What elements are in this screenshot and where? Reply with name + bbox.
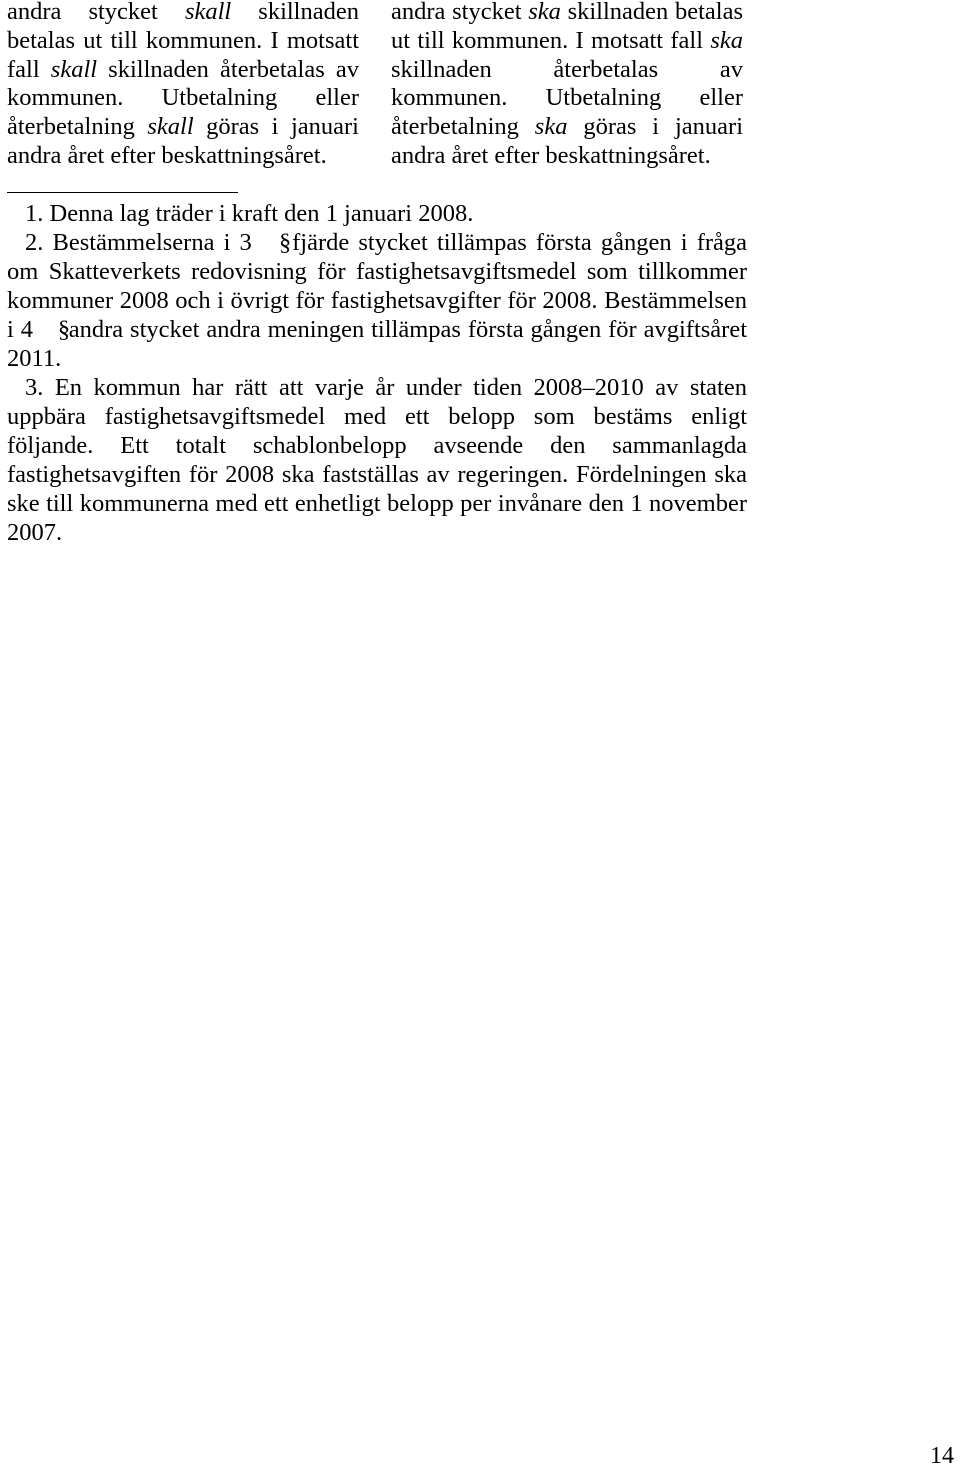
section-sign: §: [278, 229, 292, 256]
proposed-wording-text: andra stycket ska skillnaden betalas ut till kommunen. I motsatt fall ska skillnaden återbetalas av kommunen. Utbetalning eller återbetalning ska göras i januari andra året efter beskattningsåret.: [391, 0, 743, 169]
transitional-provisions: [7, 199, 747, 547]
page-number: 14: [930, 1443, 954, 1469]
provision-item-1: 1. Denna lag träder i kraft den 1 januari 2008.: [25, 200, 474, 227]
provision-item-2: 2. Bestämmelserna i 3 § fjärde stycket tillämpas första gången i fråga om Skatteverkets redovisning för fastighetsavgiftsmedel som tillkommer kommuner 2008 och i övrigt för fastighetsavgifter för 2008. Bestämmelsen i 4 § andra stycket andra meningen tillämpas första gången för avgiftsåret 2011.: [7, 229, 748, 372]
provision-item-3: 3. En kommun har rätt att varje år under tiden 2008–2010 av staten uppbära fastighetsavgiftsmedel med ett belopp som bestäms enligt följande. Ett totalt schablonbelopp avseende den sammanlagda fastighetsavgiften för 2008 ska fastställas av regeringen. Fördelningen ska ske till kommunerna med ett enhetligt belopp per invånare den 1 november 2007.: [7, 374, 747, 546]
section-sign: §: [57, 316, 71, 343]
current-wording-column: [7, 0, 359, 171]
divider-line: [7, 192, 238, 193]
current-wording-text: andra stycket skall skillnaden betalas ut till kommunen. I motsatt fall skall skillnaden återbetalas av kommunen. Utbetalning eller återbetalning skall göras i januari andra året efter beskattningsåret.: [7, 0, 359, 169]
proposed-wording-column: [391, 0, 743, 171]
